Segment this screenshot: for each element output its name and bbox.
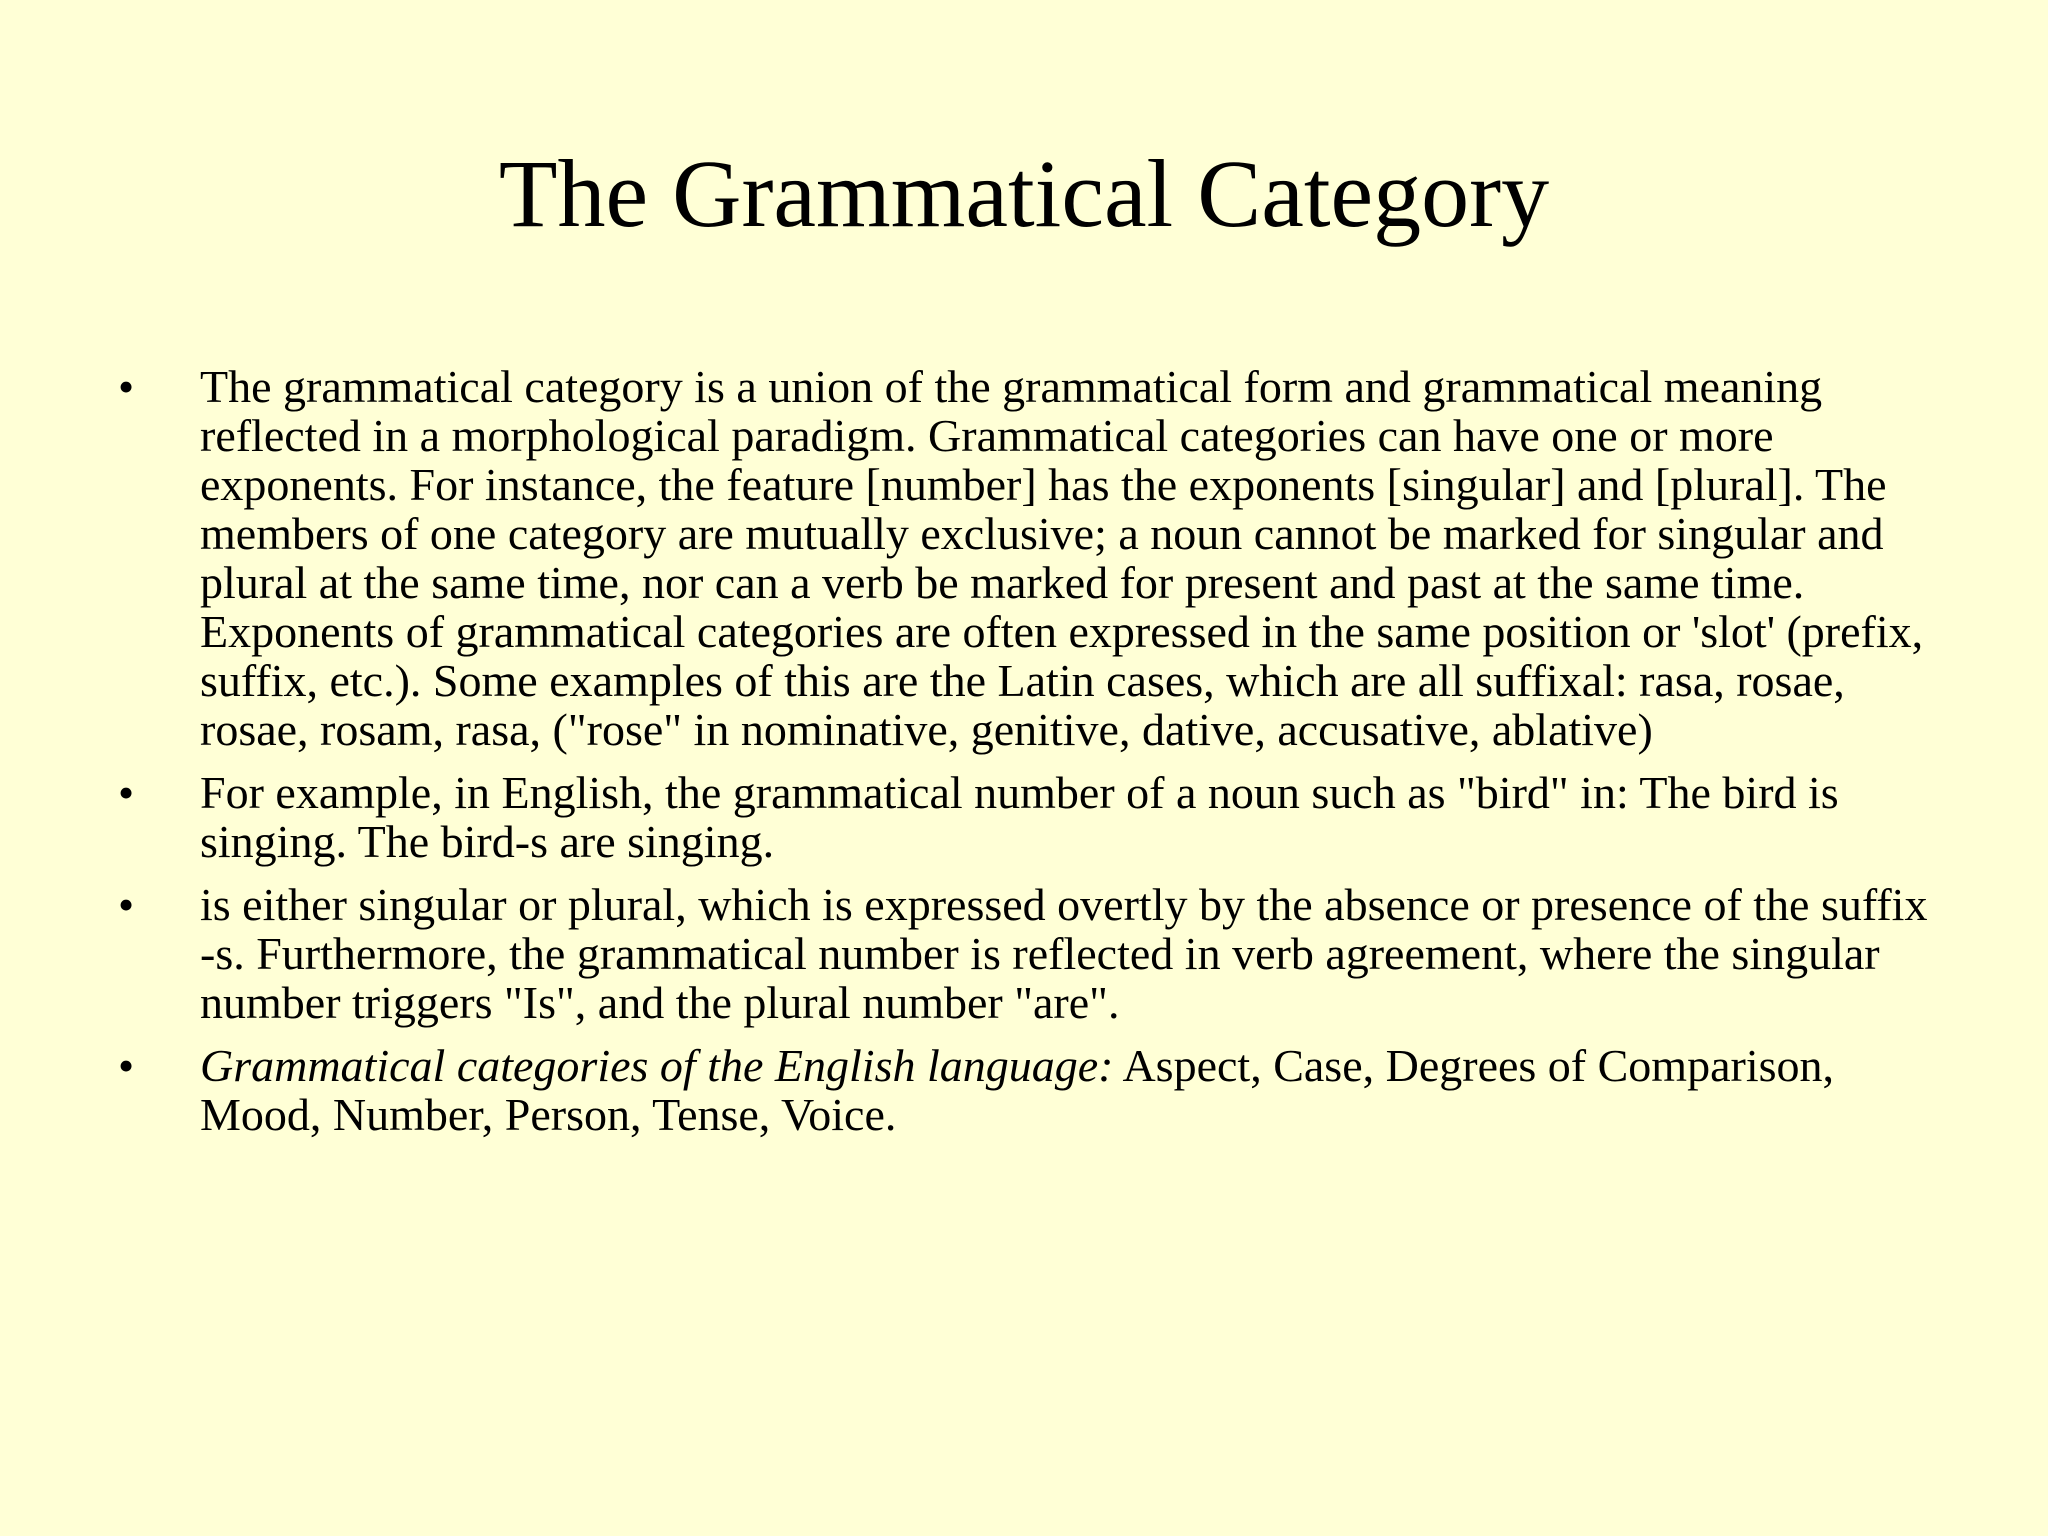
bullet-item-1 <box>118 362 1948 754</box>
bullet-item-2 <box>118 768 1948 866</box>
bullet-text: The grammatical category is a union of the grammatical form and grammatical meaning reflected in a morphological paradigm. Grammatical categories can have one or more exponents. For instance, the feature [number] has the exponents [singular] and [plural]. The members of one category are mutually exclusive; a noun cannot be marked for singular and plural at the same time, nor can a verb be marked for present and past at the same time. Exponents of grammatical categories are often expressed in the same position or 'slot' (prefix, suffix, etc.). Some examples of this are the Latin cases, which are all suffixal: rasa, rosae, rosae, rosam, rasa, ("rose" in nominative, genitive, dative, accusative, ablative) <box>200 361 1924 755</box>
bullet-list <box>118 362 1948 1153</box>
bullet-icon: • <box>118 361 135 412</box>
bullet-item-4 <box>118 1041 1948 1139</box>
bullet-icon: • <box>118 767 135 818</box>
bullet-text: For example, in English, the grammatical number of a noun such as "bird" in: The bird is singing. The bird-s are singing. <box>200 767 1839 867</box>
bullet-text: is either singular or plural, which is expressed overtly by the absence or presence of the suffix -s. Furthermore, the grammatical number is reflected in verb agreement, where the singular number triggers "Is", and the plural number "are". <box>200 879 1928 1028</box>
bullet-text: Aspect, Case, Degrees of Comparison, Mood, Number, Person, Tense, Voice. <box>200 1040 1835 1140</box>
slide-title: The Grammatical Category <box>498 140 1550 247</box>
bullet-italic-lead: Grammatical categories of the English language: <box>200 1040 1114 1091</box>
bullet-icon: • <box>118 879 135 930</box>
bullet-item-3 <box>118 880 1948 1027</box>
bullet-icon: • <box>118 1040 135 1091</box>
